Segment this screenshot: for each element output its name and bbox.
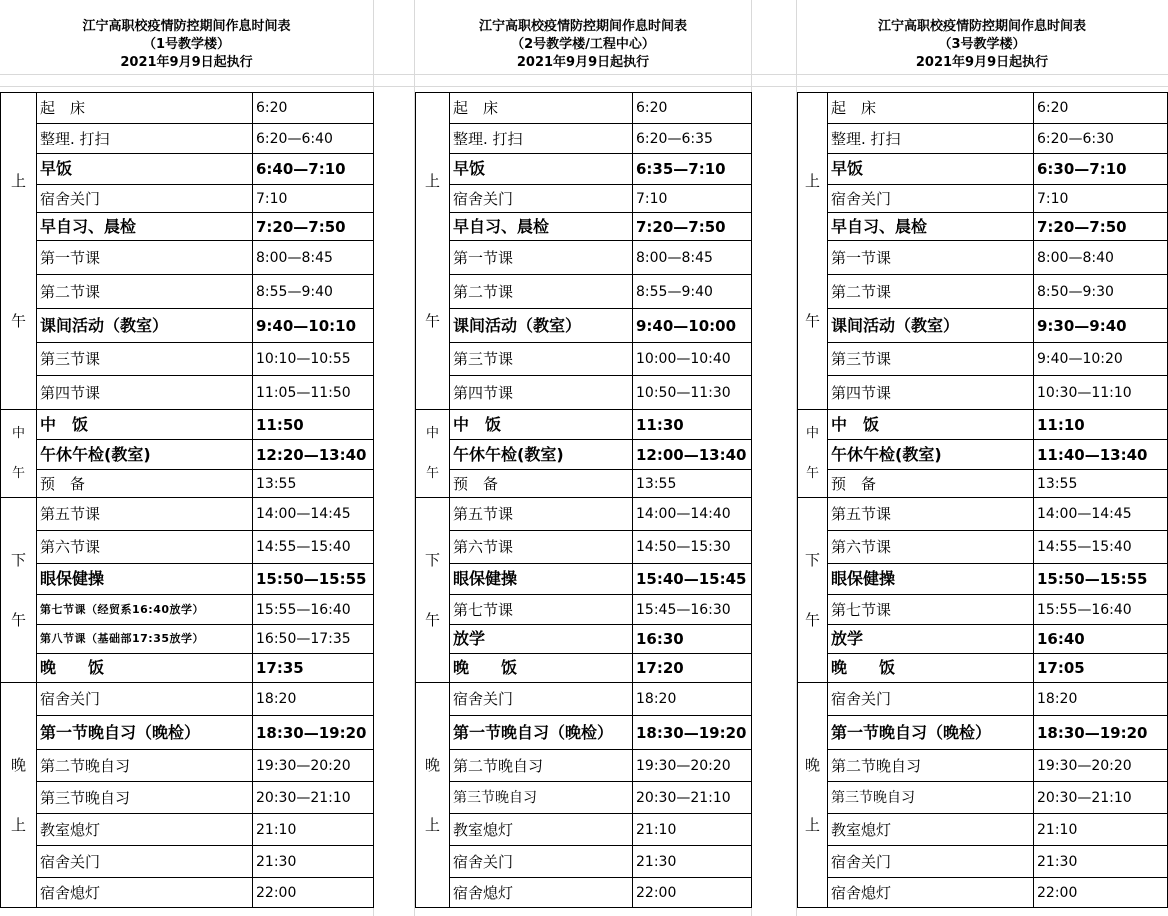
title-title-line1: 江宁高职校疫情防控期间作息时间表 — [82, 19, 291, 34]
table-row — [416, 343, 752, 376]
time-cell: 18:20 — [253, 683, 374, 716]
activity-cell: 眼保健操 — [828, 564, 1034, 595]
activity-cell: 晚 饭 — [450, 654, 633, 683]
time-cell: 8:55—9:40 — [633, 275, 752, 309]
activity-cell: 第二节课 — [450, 275, 633, 309]
table-row — [798, 241, 1168, 275]
activity-cell: 宿舍熄灯 — [37, 878, 253, 908]
time-cell: 7:10 — [1034, 185, 1168, 213]
activity-cell: 宿舍关门 — [37, 683, 253, 716]
time-cell: 8:00—8:40 — [1034, 241, 1168, 275]
section-label-evening: 晚 上 — [416, 683, 450, 908]
activity-cell: 宿舍关门 — [828, 683, 1034, 716]
time-cell: 14:50—15:30 — [633, 531, 752, 564]
table-row — [1, 595, 374, 625]
activity-cell: 中 饭 — [450, 410, 633, 440]
table-row — [798, 343, 1168, 376]
time-cell: 18:20 — [1034, 683, 1168, 716]
time-cell: 7:20—7:50 — [1034, 213, 1168, 241]
activity-cell: 预 备 — [450, 470, 633, 498]
table-row — [416, 185, 752, 213]
activity-cell: 起 床 — [450, 93, 633, 124]
table-row — [798, 782, 1168, 814]
activity-cell: 宿舍关门 — [450, 846, 633, 878]
table-row — [416, 309, 752, 343]
section-label-noon: 中 午 — [1, 410, 37, 498]
activity-cell: 午休午检(教室) — [450, 440, 633, 470]
schedule-title — [0, 18, 373, 72]
activity-cell: 预 备 — [37, 470, 253, 498]
activity-cell: 放学 — [828, 625, 1034, 654]
time-cell: 17:35 — [253, 654, 374, 683]
time-cell: 21:10 — [633, 814, 752, 846]
time-cell: 6:40—7:10 — [253, 154, 374, 185]
activity-cell: 起 床 — [828, 93, 1034, 124]
time-cell: 15:40—15:45 — [633, 564, 752, 595]
activity-cell: 宿舍关门 — [37, 185, 253, 213]
time-cell: 7:20—7:50 — [253, 213, 374, 241]
time-cell: 22:00 — [633, 878, 752, 908]
time-cell: 20:30—21:10 — [253, 782, 374, 814]
time-cell: 11:30 — [633, 410, 752, 440]
activity-cell: 第三节课 — [450, 343, 633, 376]
time-cell: 15:50—15:55 — [1034, 564, 1168, 595]
title-title-line2: （3号教学楼） — [938, 37, 1026, 52]
section-label-afternoon: 下 午 — [416, 498, 450, 683]
time-cell: 18:30—19:20 — [1034, 716, 1168, 750]
table-row — [798, 654, 1168, 683]
table-row — [1, 564, 374, 595]
table-row — [416, 124, 752, 154]
time-cell: 11:05—11:50 — [253, 376, 374, 410]
activity-cell: 第四节课 — [37, 376, 253, 410]
activity-cell: 整理. 打扫 — [828, 124, 1034, 154]
table-row — [1, 376, 374, 410]
time-cell: 17:20 — [633, 654, 752, 683]
time-cell: 13:55 — [1034, 470, 1168, 498]
time-cell: 18:20 — [633, 683, 752, 716]
table-row — [416, 782, 752, 814]
activity-cell: 午休午检(教室) — [828, 440, 1034, 470]
activity-cell: 课间活动（教室） — [828, 309, 1034, 343]
time-cell: 8:00—8:45 — [253, 241, 374, 275]
time-cell: 14:00—14:45 — [253, 498, 374, 531]
activity-cell: 第二节晚自习 — [37, 750, 253, 782]
time-cell: 19:30—20:20 — [633, 750, 752, 782]
table-row — [416, 440, 752, 470]
activity-cell: 第三节晚自习 — [828, 782, 1034, 814]
title-title-line1: 江宁高职校疫情防控期间作息时间表 — [478, 19, 687, 34]
time-cell: 6:20 — [633, 93, 752, 124]
table-row — [1, 750, 374, 782]
activity-cell: 第六节课 — [450, 531, 633, 564]
time-cell: 16:50—17:35 — [253, 625, 374, 654]
activity-cell: 晚 饭 — [37, 654, 253, 683]
time-cell: 9:30—9:40 — [1034, 309, 1168, 343]
time-cell: 22:00 — [253, 878, 374, 908]
activity-cell: 宿舍熄灯 — [828, 878, 1034, 908]
title-title-line3: 2021年9月9日起执行 — [915, 55, 1049, 70]
activity-cell: 早自习、晨检 — [450, 213, 633, 241]
time-cell: 21:10 — [1034, 814, 1168, 846]
time-cell: 10:30—11:10 — [1034, 376, 1168, 410]
time-cell: 21:10 — [253, 814, 374, 846]
table-row — [1, 343, 374, 376]
activity-cell: 宿舍关门 — [37, 846, 253, 878]
table-row — [798, 470, 1168, 498]
table-row — [416, 683, 752, 716]
section-label-evening: 晚 上 — [1, 683, 37, 908]
title-title-line2: （2号教学楼/工程中心） — [511, 37, 655, 52]
activity-cell: 整理. 打扫 — [37, 124, 253, 154]
activity-cell: 宿舍关门 — [828, 185, 1034, 213]
activity-cell: 教室熄灯 — [450, 814, 633, 846]
table-row — [798, 814, 1168, 846]
table-row — [416, 878, 752, 908]
activity-cell: 第一节晚自习（晚检） — [828, 716, 1034, 750]
schedule-title — [415, 18, 751, 72]
time-cell: 19:30—20:20 — [1034, 750, 1168, 782]
table-row — [1, 410, 374, 440]
activity-cell: 第二节晚自习 — [828, 750, 1034, 782]
time-cell: 9:40—10:00 — [633, 309, 752, 343]
table-row — [1, 93, 374, 124]
table-row — [1, 124, 374, 154]
time-cell: 9:40—10:20 — [1034, 343, 1168, 376]
time-cell: 8:00—8:45 — [633, 241, 752, 275]
time-cell: 6:20—6:30 — [1034, 124, 1168, 154]
table-row — [416, 814, 752, 846]
time-cell: 14:00—14:45 — [1034, 498, 1168, 531]
table-row — [798, 878, 1168, 908]
activity-cell: 教室熄灯 — [37, 814, 253, 846]
table-row — [416, 654, 752, 683]
table-row — [798, 750, 1168, 782]
time-cell: 8:55—9:40 — [253, 275, 374, 309]
activity-cell: 第一节课 — [450, 241, 633, 275]
time-cell: 7:10 — [633, 185, 752, 213]
grid-line — [0, 86, 1168, 87]
table-row — [1, 275, 374, 309]
time-cell: 17:05 — [1034, 654, 1168, 683]
table-row — [1, 625, 374, 654]
title-title-line2: （1号教学楼） — [142, 37, 231, 52]
activity-cell: 第五节课 — [37, 498, 253, 531]
table-row — [1, 241, 374, 275]
table-row — [1, 878, 374, 908]
time-cell: 10:00—10:40 — [633, 343, 752, 376]
table-row — [798, 185, 1168, 213]
section-label-morning: 上 午 — [416, 93, 450, 410]
table-row — [798, 124, 1168, 154]
table-row — [1, 782, 374, 814]
time-cell: 10:50—11:30 — [633, 376, 752, 410]
table-row — [798, 275, 1168, 309]
table-row — [416, 154, 752, 185]
activity-cell: 第二节课 — [37, 275, 253, 309]
table-row — [416, 213, 752, 241]
activity-cell: 整理. 打扫 — [450, 124, 633, 154]
table-row — [416, 275, 752, 309]
table-row — [416, 93, 752, 124]
table-row — [798, 498, 1168, 531]
activity-cell: 晚 饭 — [828, 654, 1034, 683]
title-title-line1: 江宁高职校疫情防控期间作息时间表 — [877, 19, 1086, 34]
table-row — [1, 154, 374, 185]
table-row — [1, 531, 374, 564]
activity-cell: 课间活动（教室） — [37, 309, 253, 343]
grid-line — [0, 74, 1168, 75]
activity-cell: 第三节课 — [37, 343, 253, 376]
table-row — [798, 376, 1168, 410]
table-row — [798, 531, 1168, 564]
table-row — [1, 814, 374, 846]
activity-cell: 宿舍关门 — [450, 185, 633, 213]
time-cell: 16:40 — [1034, 625, 1168, 654]
time-cell: 11:40—13:40 — [1034, 440, 1168, 470]
table-row — [1, 213, 374, 241]
activity-cell: 第一节晚自习（晚检） — [37, 716, 253, 750]
table-row — [1, 185, 374, 213]
table-row — [798, 716, 1168, 750]
table-row — [1, 440, 374, 470]
activity-cell: 早自习、晨检 — [828, 213, 1034, 241]
activity-cell: 早饭 — [37, 154, 253, 185]
activity-cell: 第一节课 — [37, 241, 253, 275]
title-title-line3: 2021年9月9日起执行 — [120, 55, 253, 70]
activity-cell: 中 饭 — [37, 410, 253, 440]
time-cell: 6:30—7:10 — [1034, 154, 1168, 185]
activity-cell: 眼保健操 — [450, 564, 633, 595]
table-row — [798, 309, 1168, 343]
activity-cell: 第二节晚自习 — [450, 750, 633, 782]
activity-cell: 第一节课 — [828, 241, 1034, 275]
time-cell: 21:30 — [253, 846, 374, 878]
time-cell: 14:55—15:40 — [253, 531, 374, 564]
activity-cell: 放学 — [450, 625, 633, 654]
time-cell: 8:50—9:30 — [1034, 275, 1168, 309]
activity-cell: 第七节课 — [828, 595, 1034, 625]
time-cell: 12:00—13:40 — [633, 440, 752, 470]
activity-cell: 起 床 — [37, 93, 253, 124]
table-row — [416, 846, 752, 878]
activity-cell: 第三节晚自习 — [37, 782, 253, 814]
activity-cell: 宿舍关门 — [450, 683, 633, 716]
time-cell: 19:30—20:20 — [253, 750, 374, 782]
schedule-table — [0, 92, 374, 908]
table-row — [798, 440, 1168, 470]
table-row — [416, 241, 752, 275]
title-title-line3: 2021年9月9日起执行 — [516, 55, 650, 70]
table-row — [416, 376, 752, 410]
time-cell: 9:40—10:10 — [253, 309, 374, 343]
section-label-morning: 上 午 — [1, 93, 37, 410]
table-row — [416, 595, 752, 625]
activity-cell: 第四节课 — [828, 376, 1034, 410]
section-label-afternoon: 下 午 — [798, 498, 828, 683]
schedule-table — [415, 92, 752, 908]
activity-cell: 预 备 — [828, 470, 1034, 498]
table-row — [416, 410, 752, 440]
section-label-morning: 上 午 — [798, 93, 828, 410]
schedule-table — [797, 92, 1168, 908]
time-cell: 20:30—21:10 — [633, 782, 752, 814]
table-row — [798, 213, 1168, 241]
activity-cell: 第二节课 — [828, 275, 1034, 309]
table-row — [1, 498, 374, 531]
table-row — [416, 564, 752, 595]
table-row — [1, 716, 374, 750]
time-cell: 16:30 — [633, 625, 752, 654]
activity-cell: 午休午检(教室) — [37, 440, 253, 470]
table-row — [1, 654, 374, 683]
activity-cell: 早饭 — [828, 154, 1034, 185]
table-row — [416, 470, 752, 498]
table-row — [416, 498, 752, 531]
activity-cell: 早自习、晨检 — [37, 213, 253, 241]
time-cell: 13:55 — [253, 470, 374, 498]
time-cell: 22:00 — [1034, 878, 1168, 908]
time-cell: 18:30—19:20 — [633, 716, 752, 750]
time-cell: 15:55—16:40 — [1034, 595, 1168, 625]
activity-cell: 宿舍熄灯 — [450, 878, 633, 908]
activity-cell: 中 饭 — [828, 410, 1034, 440]
time-cell: 6:20—6:40 — [253, 124, 374, 154]
table-row — [1, 683, 374, 716]
activity-cell: 第八节课（基础部17:35放学） — [37, 625, 253, 654]
time-cell: 21:30 — [633, 846, 752, 878]
time-cell: 15:50—15:55 — [253, 564, 374, 595]
activity-cell: 第四节课 — [450, 376, 633, 410]
time-cell: 15:55—16:40 — [253, 595, 374, 625]
activity-cell: 教室熄灯 — [828, 814, 1034, 846]
activity-cell: 第三节课 — [828, 343, 1034, 376]
activity-cell: 第一节晚自习（晚检） — [450, 716, 633, 750]
table-row — [1, 470, 374, 498]
table-row — [798, 595, 1168, 625]
activity-cell: 宿舍关门 — [828, 846, 1034, 878]
activity-cell: 早饭 — [450, 154, 633, 185]
table-row — [798, 154, 1168, 185]
table-row — [798, 625, 1168, 654]
time-cell: 20:30—21:10 — [1034, 782, 1168, 814]
time-cell: 7:10 — [253, 185, 374, 213]
table-row — [798, 410, 1168, 440]
section-label-noon: 中 午 — [798, 410, 828, 498]
schedule-title — [797, 18, 1167, 72]
activity-cell: 第五节课 — [450, 498, 633, 531]
time-cell: 13:55 — [633, 470, 752, 498]
table-row — [1, 846, 374, 878]
activity-cell: 第六节课 — [37, 531, 253, 564]
activity-cell: 第七节课（经贸系16:40放学） — [37, 595, 253, 625]
time-cell: 14:00—14:40 — [633, 498, 752, 531]
table-row — [798, 564, 1168, 595]
activity-cell: 第三节晚自习 — [450, 782, 633, 814]
table-row — [416, 625, 752, 654]
time-cell: 11:50 — [253, 410, 374, 440]
time-cell: 14:55—15:40 — [1034, 531, 1168, 564]
table-row — [416, 531, 752, 564]
time-cell: 21:30 — [1034, 846, 1168, 878]
activity-cell: 第六节课 — [828, 531, 1034, 564]
activity-cell: 第五节课 — [828, 498, 1034, 531]
activity-cell: 第七节课 — [450, 595, 633, 625]
time-cell: 6:35—7:10 — [633, 154, 752, 185]
section-label-noon: 中 午 — [416, 410, 450, 498]
activity-cell: 眼保健操 — [37, 564, 253, 595]
table-row — [798, 683, 1168, 716]
time-cell: 18:30—19:20 — [253, 716, 374, 750]
section-label-afternoon: 下 午 — [1, 498, 37, 683]
time-cell: 6:20 — [1034, 93, 1168, 124]
table-row — [416, 716, 752, 750]
table-row — [798, 846, 1168, 878]
activity-cell: 课间活动（教室） — [450, 309, 633, 343]
table-row — [416, 750, 752, 782]
time-cell: 12:20—13:40 — [253, 440, 374, 470]
table-row — [798, 93, 1168, 124]
time-cell: 6:20 — [253, 93, 374, 124]
time-cell: 15:45—16:30 — [633, 595, 752, 625]
time-cell: 6:20—6:35 — [633, 124, 752, 154]
time-cell: 11:10 — [1034, 410, 1168, 440]
section-label-evening: 晚 上 — [798, 683, 828, 908]
time-cell: 7:20—7:50 — [633, 213, 752, 241]
time-cell: 10:10—10:55 — [253, 343, 374, 376]
table-row — [1, 309, 374, 343]
